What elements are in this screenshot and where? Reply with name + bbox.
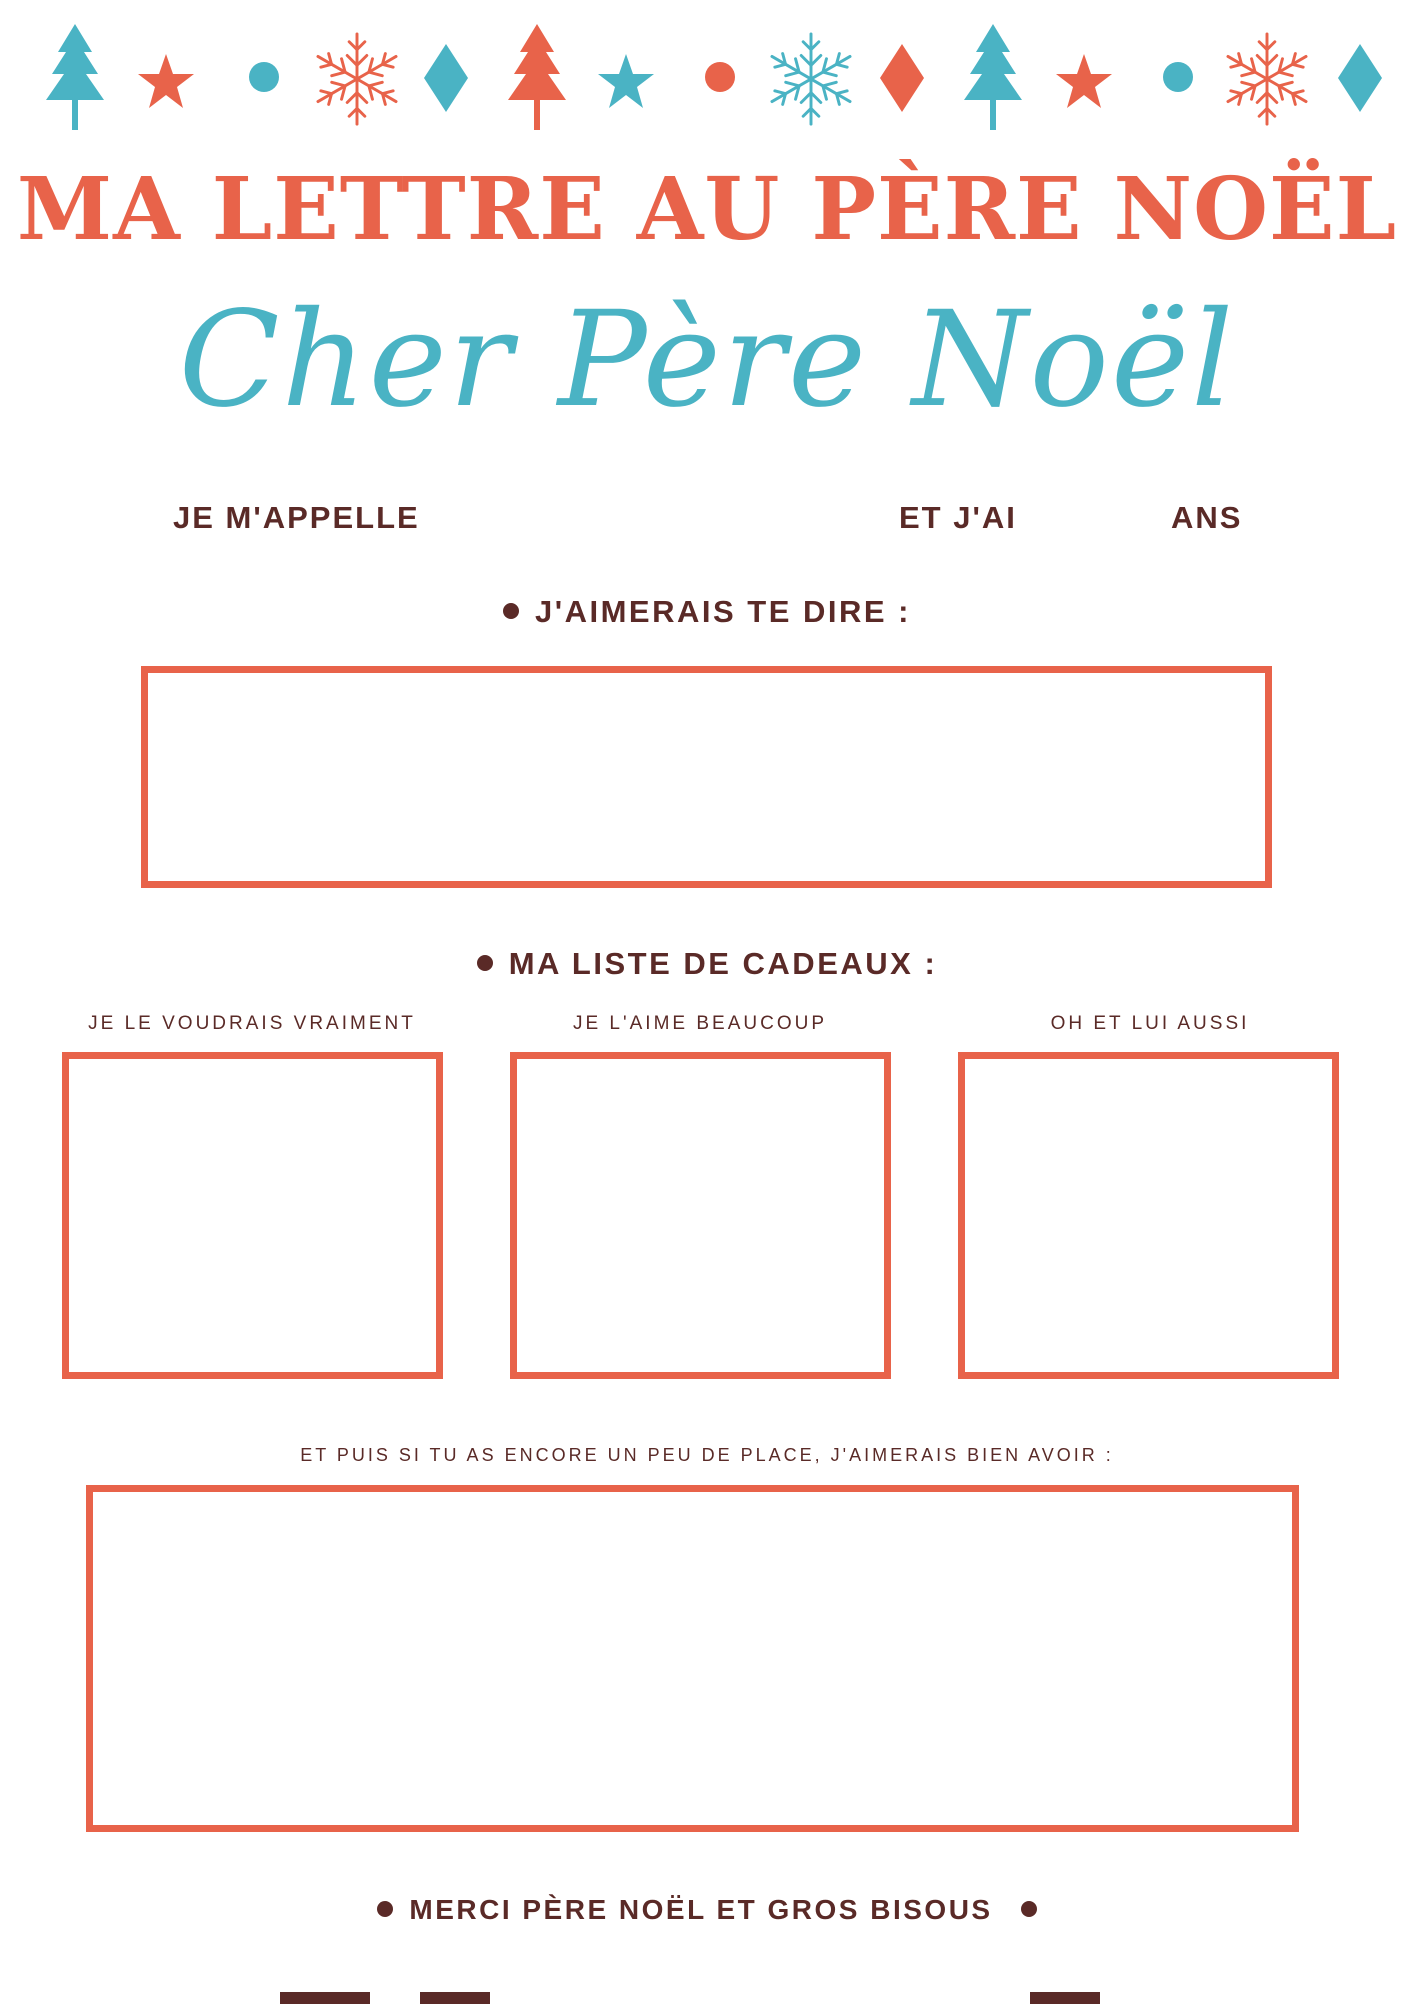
closing-line: [0, 1890, 1414, 1930]
signature-mark: [1030, 1992, 1100, 2004]
snowflake-icon: [308, 30, 406, 128]
gifts-heading-text: MA LISTE DE CADEAUX :: [508, 946, 938, 981]
gift-box-3[interactable]: [958, 1052, 1339, 1379]
age-unit-label: ANS: [1171, 500, 1243, 535]
name-field[interactable]: [460, 500, 880, 540]
tree-icon: [40, 22, 110, 132]
dot-icon: [248, 61, 280, 93]
age-field[interactable]: [1030, 500, 1160, 540]
star-icon: [596, 52, 656, 112]
message-heading-text: J'AIMERAIS TE DIRE :: [534, 594, 911, 629]
tree-icon: [958, 22, 1028, 132]
snowflake-icon: [762, 30, 860, 128]
star-icon: [1054, 52, 1114, 112]
dot-icon: [1162, 61, 1194, 93]
gift-column-label: OH ET LUI AUSSI: [1050, 1013, 1250, 1034]
signature-mark: [420, 1992, 490, 2004]
diamond-icon: [880, 44, 924, 112]
page-title: MA LETTRE AU PÈRE NOËL: [16, 159, 1398, 260]
closing-text: MERCI PÈRE NOËL ET GROS BISOUS: [409, 1894, 993, 1925]
diamond-icon: [424, 44, 468, 112]
star-icon: [136, 52, 196, 112]
gifts-heading: [0, 944, 1414, 984]
gift-column-label: JE LE VOUDRAIS VRAIMENT: [88, 1013, 416, 1034]
tree-icon: [502, 22, 572, 132]
bullet-icon: [477, 955, 493, 971]
bullet-icon: [503, 603, 519, 619]
bullet-icon: [1021, 1901, 1037, 1917]
extra-gifts-label: ET PUIS SI TU AS ENCORE UN PEU DE PLACE, J'AIMERAIS BIEN AVOIR :: [300, 1445, 1114, 1465]
bullet-icon: [377, 1901, 393, 1917]
signature-mark: [280, 1992, 370, 2004]
snowflake-icon: [1218, 30, 1316, 128]
name-label: JE M'APPELLE: [173, 500, 420, 535]
greeting: Cher Père Noël: [178, 283, 1236, 437]
extra-gifts-box[interactable]: [86, 1485, 1299, 1832]
gift-box-2[interactable]: [510, 1052, 891, 1379]
message-box[interactable]: [141, 666, 1272, 888]
diamond-icon: [1338, 44, 1382, 112]
gift-column-label: JE L'AIME BEAUCOUP: [572, 1013, 827, 1034]
age-label: ET J'AI: [899, 500, 1017, 535]
gift-box-1[interactable]: [62, 1052, 443, 1379]
message-heading: [0, 592, 1414, 632]
dot-icon: [704, 61, 736, 93]
